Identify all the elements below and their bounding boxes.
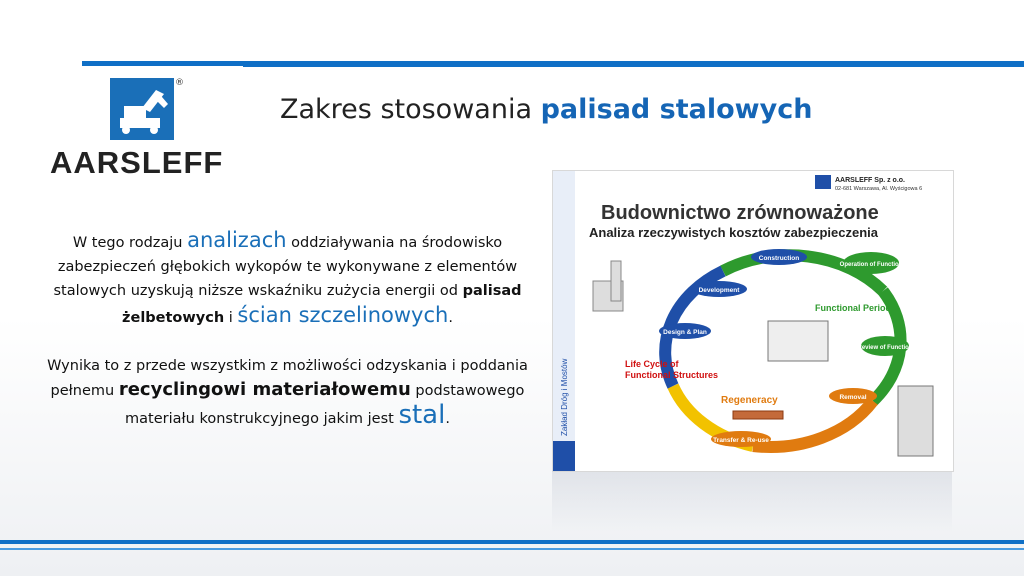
paragraph-2	[30, 354, 545, 431]
stage-design-label: Design & Plan	[663, 329, 707, 336]
logo-text: AARSLEFF	[50, 145, 224, 180]
diagram-heading-1: Budownictwo zrównoważone	[601, 202, 879, 224]
life-cycle-line2: Functional Structures	[625, 370, 719, 380]
building-sketch-right	[898, 386, 933, 456]
p1-palisad: palisad żelbetowych	[122, 283, 522, 326]
bottom-rule-thin	[0, 548, 1024, 550]
paragraph-1	[30, 228, 545, 330]
side-text: Zakład Dróg i Mostów	[560, 358, 569, 436]
slide-title	[280, 94, 812, 125]
stage-development-label: Development	[698, 287, 740, 294]
stage-review-label: Review of Function	[857, 345, 913, 351]
logo-registered-mark: ®	[175, 78, 184, 88]
building-sketch-center	[768, 321, 828, 361]
company-address: 02-681 Warszawa, Al. Wyścigowa 6	[835, 186, 923, 192]
p2-text-a: Wynika to z przede wszystkim z możliwości odzyskania i poddania pełnemu	[47, 358, 528, 399]
title-highlight: palisad stalowych	[540, 94, 813, 125]
p1-scian: ścian szczelinowych	[237, 303, 449, 327]
p2-period: .	[445, 411, 450, 427]
p2-recycling: recyclingowi materiałowemu	[118, 379, 411, 400]
bottom-rule	[0, 540, 1024, 544]
p1-analizach: analizach	[187, 228, 287, 252]
excavator-icon	[110, 78, 174, 140]
p1-text-c: oddziaływania na środowisko zabezpieczeń głębokich wykopów te wykonywane z elementów stalowych uzyskują niższe wskaźniku zużycia energii od	[53, 235, 518, 299]
p2-text-c: podstawowego materiału konstrukcyjnego jakim jest	[125, 383, 525, 427]
diagram-reflection	[552, 472, 952, 532]
p1-text-a: W tego rodzaju	[72, 235, 188, 251]
stage-operation-label: Operation of Function	[839, 262, 903, 268]
title-prefix: Zakres stosowania	[280, 94, 541, 125]
steel-sheet-pile	[733, 411, 783, 419]
building-sketch-left	[593, 261, 623, 311]
stage-removal-label: Removal	[839, 394, 867, 401]
stage-construction-label: Construction	[758, 255, 800, 262]
life-cycle-line1: Life Cycle of	[625, 359, 679, 369]
p1-period: .	[448, 310, 453, 326]
p2-stal: stal	[398, 400, 446, 430]
company-name: AARSLEFF Sp. z o.o.	[835, 177, 905, 184]
stage-transfer-label: Transfer & Re-use	[713, 437, 769, 444]
diagram-heading-2: Analiza rzeczywistych kosztów zabezpieczenia	[589, 225, 878, 240]
life-cycle-diagram	[552, 170, 954, 472]
regeneracy-label: Regeneracy	[721, 395, 778, 406]
p1-text-e: i	[224, 310, 238, 326]
functional-period-label: Functional Period	[815, 303, 892, 313]
